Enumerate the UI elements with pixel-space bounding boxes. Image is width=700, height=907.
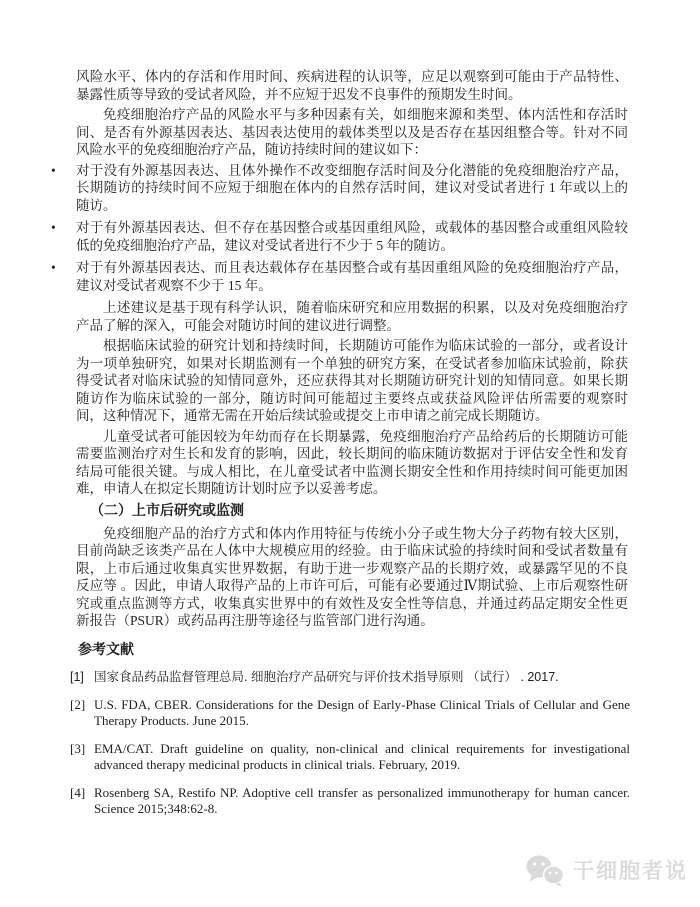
paragraph: 免疫细胞产品的治疗方式和体内作用特征与传统小分子或生物大分子药物有较大区别，目前尚缺乏该类产品在人体中大规模应用的经验。由于临床试验的持续时间和受试者数量有限，上市后通过收集真实世界数据，有助于进一步观察产品的长期疗效，或暴露罕见的不良反应等 。因此，申请人取得产品的上市许可后，可能有必要通过Ⅳ期试验、上市后观察性研究或重点监测等方式，收集真实世界中的有效性及安全性等信息，并通过药品定期安全性更新报告（PSUR）或药品再注册等途径与监管部门进行沟通。 — [76, 525, 628, 628]
bullet-icon: • — [51, 162, 56, 178]
bullet-text: 对于有外源基因表达、而且表达载体存在基因整合或有基因重组风险的免疫细胞治疗产品，建议对受试者观察不少于 15 年。 — [76, 260, 628, 293]
paragraph: 免疫细胞治疗产品的风险水平与多种因素有关，如细胞来源和类型、体内活性和存活时间、是否有外源基因表达、基因表达使用的载体类型以及是否存在基因组整合等。针对不同风险水平的免疫细胞治疗产品，随访持续时间的建议如下： — [76, 107, 628, 157]
bullet-icon: • — [51, 260, 56, 275]
paragraph: 风险水平、体内的存活和作用时间、疾病进程的认识等，应足以观察到可能由于产品特性、暴露性质等导致的受试者风险，并不应短于迟发不良事件的预期发生时间。 — [76, 69, 628, 102]
section-heading: （二）上市后研究或监测 — [90, 503, 244, 519]
reference-marker: [3] — [70, 740, 86, 756]
reference-marker: [2] — [70, 696, 86, 712]
references-heading: 参考文献 — [78, 643, 134, 658]
reference-item — [70, 669, 630, 686]
wechat-icon — [524, 853, 566, 887]
watermark — [524, 853, 688, 887]
watermark-label: 干细胞者说 — [573, 860, 688, 883]
paragraph: 根据临床试验的研究计划和持续时间，长期随访可能作为临床试验的一部分，或者设计为一项单独研究，如果对长期监测有一个单独的研究方案，在受试者参加临床试验前，除获得受试者对临床试验的知情同意外，还应获得其对长期随访研究计划的知情同意。如果长期随访作为临床试验的一部分，随访时间可能超过主要终点或获益风险评估所需要的观察时间，这种情况下，通常无需在开始后续试验或提交上市申请之前完成长期随访。 — [76, 338, 628, 423]
paragraph: 儿童受试者可能因较为年幼而存在长期暴露，免疫细胞治疗产品给药后的长期随访可能需要监测治疗对生长和发育的影响，因此，较长期间的临床随访数据对于评估安全性和发育结局可能很关键。与成人相比，在儿童受试者中监测长期安全性和作用持续时间可能更加困难，申请人在拟定长期随访计划时应予以妥善考虑。 — [76, 428, 628, 496]
reference-item — [70, 741, 630, 774]
bullet-item — [48, 259, 628, 294]
bullet-text: 对于没有外源基因表达、且体外操作不改变细胞存活时间及分化潜能的免疫细胞治疗产品，长期随访的持续时间不应短于细胞在体内的自然存活时间，建议对受试者进行 1 年或以上的随访。 — [76, 162, 628, 213]
reference-marker: [4] — [70, 784, 86, 800]
references-section — [70, 642, 630, 829]
paragraph: 上述建议是基于现有科学认识，随着临床研究和应用数据的积累，以及对免疫细胞治疗产品了解的深入，可能会对随访时间的建议进行调整。 — [76, 300, 628, 333]
reference-item — [70, 697, 630, 730]
reference-text: EMA/CAT. Draft guideline on quality, non-clinical and clinical requirements for investigational advanced therapy medicinal products in clinical trials. February, 2019. — [94, 740, 630, 772]
reference-item — [70, 785, 630, 818]
bullet-item — [48, 219, 628, 254]
references-list — [70, 669, 630, 818]
document-body — [51, 68, 628, 633]
reference-marker: [1] — [70, 670, 84, 684]
bullet-text: 对于有外源基因表达、但不存在基因整合或基因重组风险，或载体的基因整合或重组风险较低的免疫细胞治疗产品，建议对受试者进行不少于 5 年的随访。 — [76, 220, 628, 253]
reference-text: 国家食品药品监督管理总局. 细胞治疗产品研究与评价技术指导原则 （试行） . 2017. — [94, 670, 559, 684]
reference-text: U.S. FDA, CBER. Considerations for the Design of Early-Phase Clinical Trials of Cellular and Gene Therapy Products. June 2015. — [94, 696, 630, 728]
reference-text: Rosenberg SA, Restifo NP. Adoptive cell transfer as personalized immunotherapy for human cancer. Science 2015;348:62-8. — [94, 784, 630, 816]
bullet-item — [48, 162, 628, 215]
bullet-icon: • — [51, 220, 56, 235]
